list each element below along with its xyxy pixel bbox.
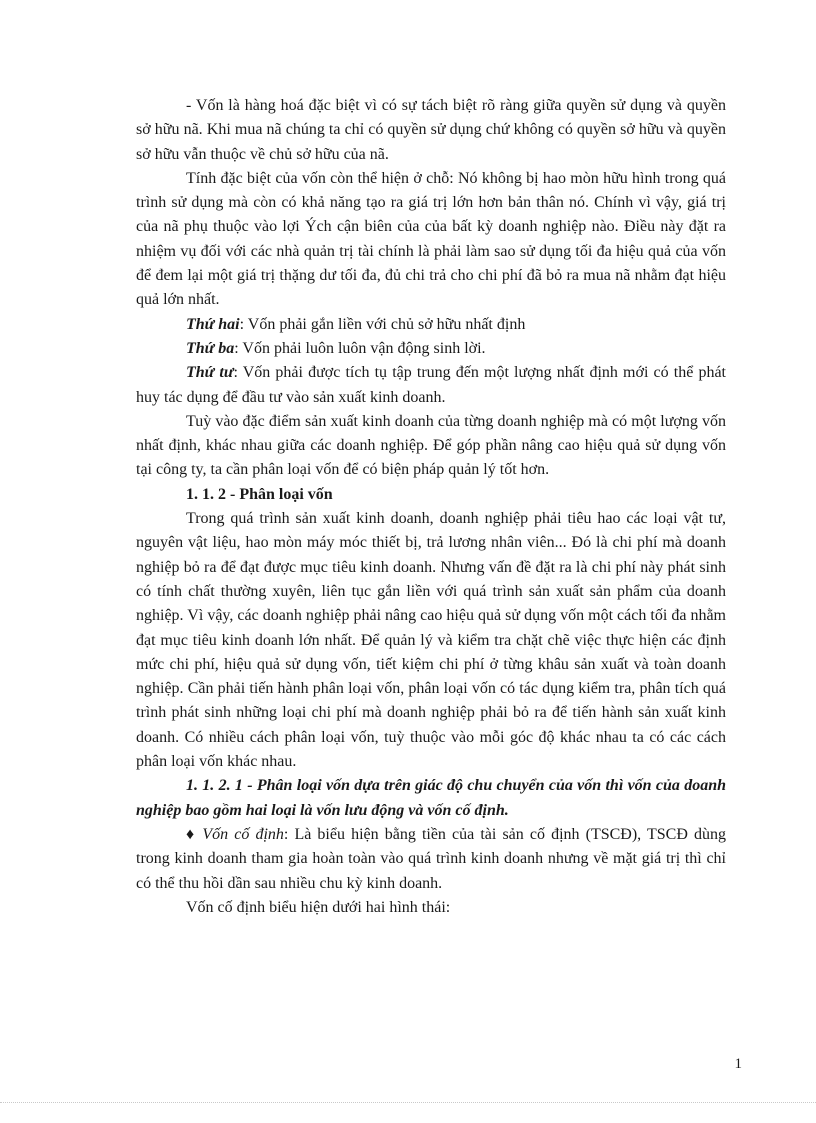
subsection-heading-circulation: 1. 1. 2. 1 - Phân loại vốn dựa trên giác độ chu chuyển của vốn thì vốn của doanh nghiệp bao gồm hai loại là vốn lưu động và vốn cố định. <box>136 777 726 819</box>
text-fourth: : Vốn phải được tích tụ tập trung đến một lượng nhất định mới có thể phát huy tác dụng để đầu tư vào sản xuất kinh doanh. <box>136 364 727 406</box>
paragraph-fourth-feature <box>136 361 726 410</box>
paragraph-production-costs: Trong quá trình sản xuất kinh doanh, doanh nghiệp phải tiêu hao các loại vật tư, nguyên vật liệu, hao mòn máy móc thiết bị, trả lương nhân viên... Đó là chi phí mà doanh nghiệp bỏ ra để đạt được mục tiêu kinh doanh. Nhưng vấn đề đặt ra là chi phí này phát sinh có tính chất thường xuyên, liên tục gắn liền với quá trình sản xuất sản phẩm của doanh nghiệp. Vì vậy, các doanh nghiệp phải nâng cao hiệu quả sử dụng vốn một cách tối đa nhằm đạt mục tiêu kinh doanh lớn nhất. Để quản lý và kiểm tra chặt chẽ việc thực hiện các định mức chi phí, hiệu quả sử dụng vốn, tiết kiệm chi phí ở từng khâu sản xuất và toàn doanh nghiệp. Cần phải tiến hành phân loại vốn, phân loại vốn có tác dụng kiểm tra, phân tích quá trình phát sinh những loại chi phí mà doanh nghiệp phải bỏ ra để tiến hành sản xuất kinh doanh. Có nhiều cách phân loại vốn, tuỳ thuộc vào mỗi góc độ khác nhau ta có các cách phân loại vốn khác nhau. <box>136 510 726 771</box>
paragraph-capital-special-goods: - Vốn là hàng hoá đặc biệt vì có sự tách biệt rõ ràng giữa quyền sử dụng và quyền sở hữu nã. Khi mua nã chúng ta chỉ có quyền sử dụng chứ không có quyền sở hữu và quyền sở hữu vẫn thuộc về chủ sở hữu của nã. <box>136 97 726 163</box>
paragraph-third-feature <box>136 337 726 361</box>
label-fourth: Thứ tư <box>186 364 234 382</box>
text-fixed-capital: : Là biểu hiện bằng tiền của tài sản cố định (TSCĐ), TSCĐ dùng trong kinh doanh tham gia hoàn toàn vào quá trình kinh doanh nhưng về mặt giá trị thì chỉ có thể thu hồi dần sau nhiều chu kỳ kinh doanh. <box>136 825 726 892</box>
document-body <box>136 94 726 920</box>
paragraph-fixed-capital-forms: Vốn cố định biểu hiện dưới hai hình thái: <box>186 898 451 916</box>
paragraph-fixed-capital <box>136 823 726 896</box>
label-third: Thứ ba <box>186 339 235 357</box>
page-footer-divider <box>0 1102 816 1103</box>
page-number: 1 <box>734 1056 742 1072</box>
label-fixed-capital: ♦ Vốn cố định <box>186 825 284 843</box>
paragraph-second-feature <box>136 313 726 337</box>
paragraph-capital-special-nature: Tính đặc biệt của vốn còn thể hiện ở chỗ: Nó không bị hao mòn hữu hình trong quá trình sử dụng mà còn có khả năng tạo ra giá trị lớn hơn bản thân nó. Chính vì vậy, giá trị của nã phụ thuộc vào lợi Ých cận biên của của bất kỳ doanh nghiệp nào. Điều này đặt ra nhiệm vụ đối với các nhà quản trị tài chính là phải làm sao sử dụng tối đa hiệu quả của vốn để đem lại một giá trị thặng dư tối đa, đủ chi trả cho chi phí đã bỏ ra mua nã nhằm đạt hiệu quả lớn nhất. <box>136 169 726 309</box>
label-second: Thứ hai <box>186 315 240 333</box>
paragraph-business-characteristics: Tuỳ vào đặc điểm sản xuất kinh doanh của từng doanh nghiệp mà có một lượng vốn nhất định, khác nhau giữa các doanh nghiệp. Để góp phần nâng cao hiệu quả sử dụng vốn tại công ty, ta cần phân loại vốn để có biện pháp quản lý tốt hơn. <box>136 412 726 479</box>
section-heading-capital-classification: 1. 1. 2 - Phân loại vốn <box>186 485 333 503</box>
text-third: : Vốn phải luôn luôn vận động sinh lời. <box>234 339 486 357</box>
text-second: : Vốn phải gắn liền với chủ sở hữu nhất định <box>239 315 526 333</box>
